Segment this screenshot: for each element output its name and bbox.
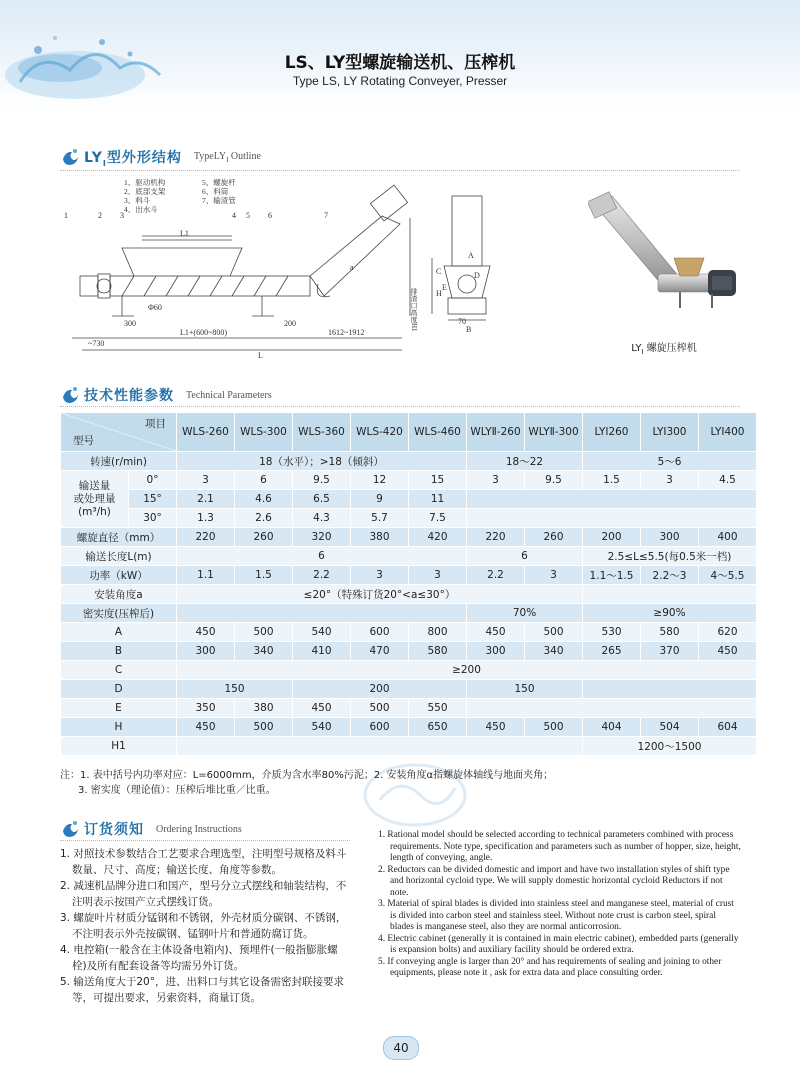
model-header: WLYⅡ-260 xyxy=(467,413,525,452)
order-subtitle: Ordering Instructions xyxy=(156,823,242,835)
table-row: H1 1200～1500 xyxy=(61,737,757,756)
table-row: C ≥200 xyxy=(61,661,757,680)
svg-text:E: E xyxy=(442,283,447,292)
order-instructions-en xyxy=(378,830,742,980)
divider xyxy=(60,406,740,408)
water-drop-icon xyxy=(60,147,80,167)
table-row: 输送长度L(m) 6 6 2.5≤L≤5.5(每0.5米一档) xyxy=(61,547,757,566)
svg-text:3: 3 xyxy=(120,211,124,220)
svg-text:7: 7 xyxy=(324,211,328,220)
svg-text:A: A xyxy=(468,251,474,260)
svg-text:~730: ~730 xyxy=(88,339,105,348)
page-number: 40 xyxy=(383,1036,419,1060)
photo-caption: $LY_I$ 螺旋压榨机 xyxy=(631,343,697,356)
list-item: 4. Electric cabinet (generally it is contained in main electric cabinet), embedded parts (generally is expansion bolts) and auxiliary facility should be ordered extra. xyxy=(378,933,739,955)
svg-text:D: D xyxy=(474,271,480,280)
model-header: WLS-460 xyxy=(409,413,467,452)
svg-text:排渣口高度H1: 排渣口高度H1 xyxy=(410,288,418,332)
svg-text:1、驱动机构: 1、驱动机构 xyxy=(124,178,166,187)
outline-section-heading xyxy=(60,146,261,168)
model-header: WLS-300 xyxy=(235,413,293,452)
page-subtitle: Type LS, LY Rotating Conveyer, Presser xyxy=(292,74,508,88)
order-section-heading xyxy=(60,818,242,840)
svg-text:3、料斗: 3、料斗 xyxy=(124,196,151,205)
tech-subtitle: Technical Parameters xyxy=(186,389,272,401)
model-header: WLS-360 xyxy=(293,413,351,452)
svg-text:7、输渣管: 7、输渣管 xyxy=(202,196,236,205)
svg-text:2、底部支架: 2、底部支架 xyxy=(124,187,166,196)
svg-text:300: 300 xyxy=(124,319,136,328)
order-instructions-zh xyxy=(60,846,350,1006)
table-row: H 450 500 540 600 650 450 500 404 504 604 xyxy=(61,718,757,737)
tech-section-heading xyxy=(60,384,272,406)
note-line: 注：1. 表中括号内功率对应：L=6000mm，介质为含水率80%污泥；2. 安装角度α指螺旋体轴线与地面夹角； xyxy=(60,770,554,781)
svg-text:L1: L1 xyxy=(180,229,189,238)
svg-text:1: 1 xyxy=(64,211,68,220)
model-header: WLYⅡ-300 xyxy=(525,413,583,452)
list-item: 1. Rational model should be selected according to technical parameters combined with process requirements. Note type, specification and parameters such as number of hopper, size, height, length of conveying, angle. xyxy=(378,830,741,863)
water-drop-icon xyxy=(60,385,80,405)
corner-bottom: 型号 xyxy=(73,435,94,447)
model-header: WLS-260 xyxy=(177,413,235,452)
list-item: 1. 对照技术参数结合工艺要求合理选型，注明型号规格及料斗数量、尺寸、高度；输送长度、角度等参数。 xyxy=(60,848,347,876)
svg-text:5、螺旋杆: 5、螺旋杆 xyxy=(202,178,236,187)
page-title: LS、LY型螺旋输送机、压榨机 xyxy=(284,53,516,73)
dimension-labels xyxy=(64,211,480,358)
list-item: 2. Reductors can be divided domestic and import and have two installation styles of shift type and horizontal cycloid type. We will supply domestic horizontal cycloid Reductors if not note. xyxy=(378,864,730,898)
divider xyxy=(60,840,350,842)
order-title: 订货须知 xyxy=(84,822,144,838)
table-header-row xyxy=(61,413,757,452)
model-header: LYⅠ260 xyxy=(583,413,641,452)
table-row: 螺旋直径（mm） 220 260 320 380 420 220 260 200 300 400 xyxy=(61,528,757,547)
list-item: 3. Material of spiral blades is divided into stainless steel and manganese steel, material of crust is divided into carbon steel and stainless steel. Without note crust is carbon steel, spiral blades is manganese steel, also they are normal anticorrosion. xyxy=(378,899,734,932)
notes xyxy=(60,768,750,798)
svg-text:4: 4 xyxy=(232,211,236,220)
outline-title: $LY_I$型外形结构 xyxy=(84,149,182,168)
svg-text:C: C xyxy=(436,267,442,276)
table-row: 功率（kW） 1.1 1.5 2.2 3 3 2.2 3 1.1～1.5 2.2～3 4～5.5 xyxy=(61,566,757,585)
svg-text:5: 5 xyxy=(246,211,250,220)
model-header: LYⅠ300 xyxy=(641,413,699,452)
model-header: LYⅠ400 xyxy=(699,413,757,452)
svg-text:B: B xyxy=(466,325,472,334)
svg-text:a: a xyxy=(350,263,354,272)
divider xyxy=(60,170,740,172)
list-item: 3. 螺旋叶片材质分锰钢和不锈钢，外壳材质分碳钢、不锈钢，不注明表示外壳按碳钢、锰钢叶片和普通防腐订货。 xyxy=(60,912,347,940)
table-row: 安装角度a ≤20°（特殊订货20°<a≤30°） xyxy=(61,585,757,604)
table-row: 输送量 或处理量 (m³/h) 0° 3 6 9.5 12 15 3 9.5 1.5 3 4.5 xyxy=(61,471,757,490)
svg-text:200: 200 xyxy=(284,319,296,328)
tech-title: 技术性能参数 xyxy=(84,388,174,404)
ly-press-machine-image xyxy=(588,186,740,326)
corner-top: 项目 xyxy=(145,418,166,430)
list-item: 5. If conveying angle is larger than 20° and has requirements of sealing and joining to other equipments, please note it , ask for extra data and place consulting order. xyxy=(378,956,722,978)
table-row: B 300 340 410 470 580 300 340 265 370 450 xyxy=(61,642,757,661)
svg-text:2: 2 xyxy=(98,211,102,220)
list-item: 4. 电控箱(一般含在主体设备电箱内)、预埋件(一般指膨胀螺栓)及所有配套设备等均需另外订货。 xyxy=(60,944,338,972)
water-drop-icon xyxy=(60,819,80,839)
table-row: E 350 380 450 500 550 xyxy=(61,699,757,718)
table-row: 30° 1.3 2.6 4.3 5.7 7.5 xyxy=(61,509,757,528)
svg-text:70: 70 xyxy=(458,317,466,326)
list-item: 5. 输送角度大于20°，进、出料口与其它设备需密封联接要求等，可提出要求，另索资料，商量订货。 xyxy=(60,976,344,1004)
svg-text:Φ60: Φ60 xyxy=(148,303,162,312)
svg-text:L: L xyxy=(258,351,263,358)
svg-text:6: 6 xyxy=(268,211,272,220)
list-item: 2. 减速机品牌分进口和国产，型号分立式摆线和轴装结构，不注明表示按国产立式摆线订货。 xyxy=(60,880,347,908)
svg-text:6、料筒: 6、料筒 xyxy=(202,187,229,196)
table-row: 密实度(压榨后) 70% ≥90% xyxy=(61,604,757,623)
note-line: 3. 密实度（理论值）：压榨后堆比重／比重。 xyxy=(78,785,276,796)
table-row: A 450 500 540 600 800 450 500 530 580 620 xyxy=(61,623,757,642)
parameters-table xyxy=(60,412,757,756)
outline-subtitle: TypeLY$_I$ Outline xyxy=(193,150,261,164)
table-row: 15° 2.1 4.6 6.5 9 11 xyxy=(61,490,757,509)
svg-text:1612~1912: 1612~1912 xyxy=(328,328,365,337)
table-row: 转速(r/min) 18（水平）；>18（倾斜） 18～22 5～6 xyxy=(61,452,757,471)
svg-text:H: H xyxy=(436,289,442,298)
svg-text:L1+(600~800): L1+(600~800) xyxy=(180,328,228,337)
svg-text:4、出水斗: 4、出水斗 xyxy=(124,205,158,214)
legend xyxy=(124,178,236,214)
model-header: WLS-420 xyxy=(351,413,409,452)
outline-drawing xyxy=(62,178,587,358)
table-row: D 150 200 150 xyxy=(61,680,757,699)
